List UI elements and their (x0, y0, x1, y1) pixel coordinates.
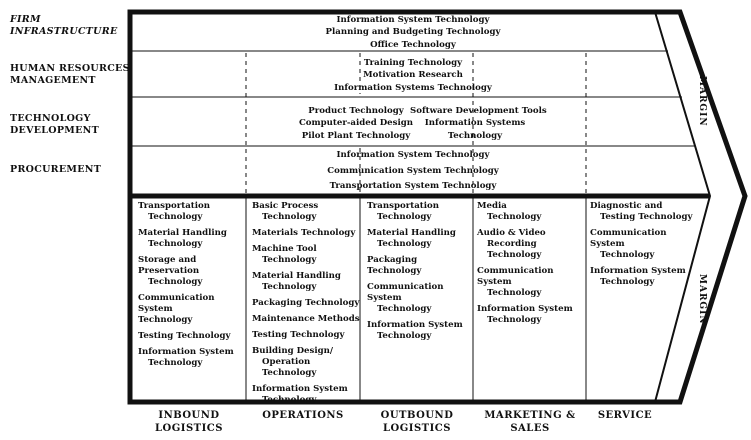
support-item: Pilot Plant Technology (301, 130, 411, 141)
item-line: Technology (377, 212, 432, 222)
primary-item (252, 201, 360, 223)
col-label-outbound-logistics (360, 409, 474, 435)
col-label-line: OPERATIONS (262, 410, 344, 421)
primary-item (590, 228, 700, 261)
primary-item (138, 347, 246, 369)
primary-item (252, 244, 360, 266)
row-label-firm-infrastructure (10, 14, 130, 38)
item-line: Information System (252, 384, 348, 394)
primary-item (138, 228, 246, 250)
support-item: Planning and Budgeting Technology (325, 27, 501, 38)
item-line: Technology (262, 212, 317, 222)
row-label-line: HUMAN RESOURCES (10, 63, 130, 74)
row-label-line: TECHNOLOGY (10, 113, 91, 124)
primary-item (477, 304, 586, 326)
col-label-service (568, 409, 682, 422)
outbound-logistics-items (367, 201, 473, 347)
firm-infrastructure-items (313, 14, 513, 51)
item-line: Technology (148, 212, 203, 222)
support-item: Information Systems (424, 118, 526, 129)
col-label-line: LOGISTICS (155, 423, 223, 434)
item-line: Information System (138, 347, 234, 357)
primary-item (252, 330, 360, 341)
item-line: Technology (262, 395, 317, 405)
row-label-procurement (10, 164, 130, 176)
item-line: Communication System (367, 282, 444, 303)
primary-item (367, 282, 473, 315)
item-line: Testing Technology (600, 212, 693, 222)
margin-label-top: MARGIN (697, 76, 707, 127)
support-item: Motivation Research (363, 70, 463, 81)
col-label-line: OUTBOUND (380, 410, 454, 421)
primary-item (590, 201, 700, 223)
item-line: Technology (148, 277, 203, 287)
item-line: Audio & Video (477, 228, 546, 238)
item-line: Technology (487, 212, 542, 222)
primary-item (252, 314, 360, 325)
row-label-technology-development (10, 113, 130, 137)
support-item: Information System Technology (336, 150, 490, 160)
inbound-logistics-items (138, 201, 246, 374)
primary-item (590, 266, 700, 288)
item-line: Technology (377, 304, 432, 314)
support-item: Communication System Technology (327, 165, 499, 176)
support-item: Training Technology (363, 58, 463, 68)
item-line: Basic Process (252, 201, 319, 211)
col-label-line: MARKETING & (484, 410, 576, 421)
support-item: Computer-aided Design (298, 118, 414, 129)
support-item: Office Technology (370, 39, 456, 50)
row-label-line: INFRASTRUCTURE (10, 26, 118, 37)
operations-items (252, 201, 360, 411)
item-line: Technology (148, 358, 203, 368)
margin-label-bottom: MARGIN (697, 274, 707, 325)
col-label-operations (246, 409, 360, 422)
col-label-inbound-logistics (132, 409, 246, 435)
item-line: Communication System (477, 266, 554, 287)
row-label-line: DEVELOPMENT (10, 125, 99, 136)
technology-development-items-left (296, 105, 416, 142)
item-line: Information System (367, 320, 463, 330)
item-line: Technology (377, 239, 432, 249)
primary-item (252, 346, 360, 379)
primary-item (367, 320, 473, 342)
item-line: Technology (600, 250, 655, 260)
item-line: Communication System (138, 293, 215, 314)
technology-development-items-right (410, 105, 547, 142)
item-line: Machine Tool (252, 244, 317, 254)
item-line: Building Design/ (252, 346, 333, 356)
primary-item (477, 266, 586, 299)
primary-item (138, 255, 246, 288)
item-line: Technology (487, 288, 542, 298)
support-item: Technology (447, 130, 503, 141)
primary-item (138, 331, 246, 342)
row-label-human-resources (10, 63, 130, 87)
col-label-line: LOGISTICS (383, 423, 451, 434)
primary-item (252, 228, 360, 239)
item-line: Testing Technology (252, 330, 345, 340)
item-line: Storage and Preservation (138, 255, 200, 276)
row-label-line: MANAGEMENT (10, 75, 96, 86)
support-item: Transportation System Technology (329, 181, 497, 191)
item-line: Recording Technology (487, 239, 542, 260)
item-line: Materials Technology (252, 228, 356, 238)
row-label-line: PROCUREMENT (10, 164, 102, 175)
item-line: Material Handling (252, 271, 341, 281)
primary-item (138, 201, 246, 223)
item-line: Testing Technology (138, 331, 231, 341)
primary-item (252, 384, 360, 406)
primary-item (477, 201, 586, 223)
item-line: Media (477, 201, 507, 211)
item-line: Material Handling (138, 228, 227, 238)
item-line: Technology (487, 315, 542, 325)
support-item: Information System Technology (336, 15, 490, 25)
item-line: Transportation (138, 201, 210, 211)
item-line: Technology (148, 239, 203, 249)
item-line: Communication System (590, 228, 667, 249)
item-line: Material Handling (367, 228, 456, 238)
item-line: Information System (590, 266, 686, 276)
primary-item (477, 228, 586, 261)
item-line: Technology (138, 315, 193, 325)
row-label-line: FIRM (10, 14, 41, 25)
item-line: Packaging Technology (367, 255, 422, 276)
primary-item (367, 255, 473, 277)
service-items (590, 201, 700, 293)
item-line: Technology (600, 277, 655, 287)
item-line: Technology (262, 255, 317, 265)
item-line: Maintenance Methods (252, 314, 360, 324)
marketing-sales-items (477, 201, 586, 331)
item-line: Technology (377, 331, 432, 341)
primary-item (138, 293, 246, 326)
procurement-items (313, 148, 513, 195)
primary-item (367, 201, 473, 223)
col-label-line: SERVICE (597, 410, 653, 421)
item-line: Packaging Technology (252, 298, 360, 308)
item-line: Transportation (367, 201, 439, 211)
primary-item (252, 271, 360, 293)
support-item: Software Development Tools (410, 106, 547, 116)
col-label-line: INBOUND (158, 410, 220, 421)
human-resources-items (313, 57, 513, 94)
item-line: Technology (262, 282, 317, 292)
item-line: Operation Technology (262, 357, 317, 378)
support-item: Product Technology (308, 106, 404, 116)
primary-item (367, 228, 473, 250)
item-line: Diagnostic and (590, 201, 663, 211)
item-line: Information System (477, 304, 573, 314)
col-label-line: SALES (510, 423, 550, 434)
primary-item (252, 298, 360, 309)
support-item: Information Systems Technology (334, 82, 492, 93)
